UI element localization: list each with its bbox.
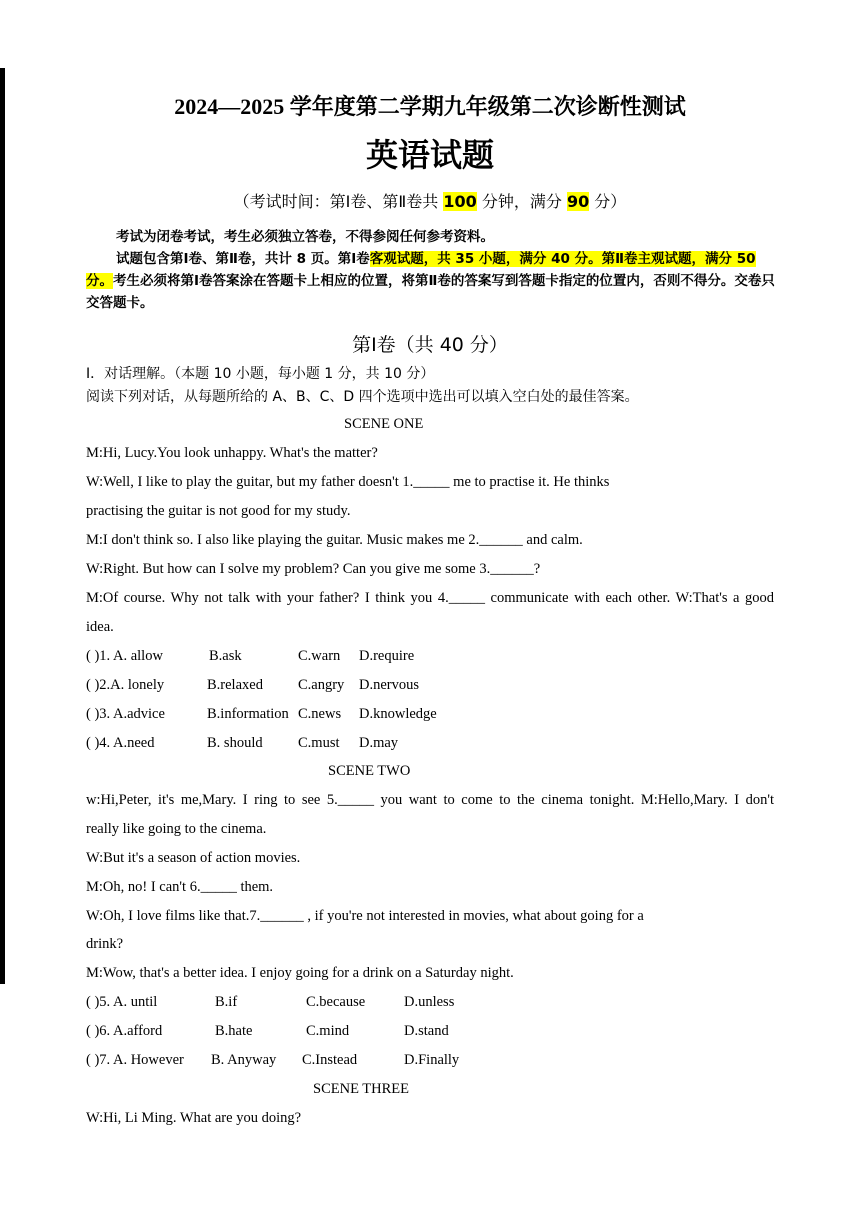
option-d: D.unless <box>404 994 455 1010</box>
dialogue-line: M:Of course. Why not talk with your father? I think you 4._____ communicate with each other. W:That's a good <box>86 590 774 606</box>
time-score: 90 <box>566 192 590 211</box>
dialogue-line: W:Well, I like to play the guitar, but my father doesn't 1._____ me to practise it. He thinks <box>86 474 610 490</box>
dialogue-line: practising the guitar is not good for my study. <box>86 503 351 519</box>
dialogue-line: W:But it's a season of action movies. <box>86 850 301 866</box>
scene-two-title: SCENE TWO <box>328 763 411 779</box>
option-c: C.angry <box>298 677 345 693</box>
option-c: C.news <box>298 706 342 722</box>
question-number: ( )7. A. However <box>86 1052 184 1068</box>
option-b: B.ask <box>209 648 242 664</box>
question-number: ( )5. A. until <box>86 994 158 1010</box>
time-middle: 分钟，满分 <box>476 192 567 211</box>
part1-heading: I．对话理解。（本题 10 小题，每小题 1 分，共 10 分） <box>86 366 435 382</box>
exam-time-note <box>0 189 860 212</box>
scene-three-title: SCENE THREE <box>313 1081 409 1097</box>
option-b: B.if <box>215 994 238 1010</box>
dialogue-line: M:Wow, that's a better idea. I enjoy going for a drink on a Saturday night. <box>86 965 514 981</box>
option-d: D.stand <box>404 1023 449 1039</box>
question-number: ( )2.A. lonely <box>86 677 165 693</box>
option-d: D.Finally <box>404 1052 460 1068</box>
time-minutes: 100 <box>443 192 477 211</box>
time-prefix: （考试时间：第Ⅰ卷、第Ⅱ卷共 <box>233 192 444 211</box>
part1-instruction: 阅读下列对话，从每题所给的 A、B、C、D 四个选项中选出可以填入空白处的最佳答案。 <box>86 389 639 405</box>
dialogue-line: W:Right. But how can I solve my problem? Can you give me some 3.______? <box>86 561 541 577</box>
dialogue-line: idea. <box>86 619 114 635</box>
question-number: ( )4. A.need <box>86 735 155 751</box>
notice-part-a: 试题包含第Ⅰ卷、第Ⅱ卷，共计 8 页。第Ⅰ卷 <box>116 251 370 267</box>
scene-one-title: SCENE ONE <box>344 416 424 432</box>
option-c: C.Instead <box>302 1052 358 1068</box>
option-b: B.relaxed <box>207 677 263 693</box>
option-d: D.may <box>359 735 399 751</box>
notice-part-b: 考生必须将第Ⅰ卷答案涂在答题卡上相应的位置，将第Ⅱ卷的答案写到答题卡指定的位置内，否则不得分。交卷只交答题卡。 <box>86 273 775 311</box>
option-d: D.knowledge <box>359 706 437 722</box>
option-b: B.hate <box>215 1023 253 1039</box>
exam-title: 2024—2025 学年度第二学期九年级第二次诊断性测试 <box>174 94 686 119</box>
section-title: 第Ⅰ卷（共 40 分） <box>352 334 508 356</box>
dialogue-line: M:Hi, Lucy.You look unhappy. What's the matter? <box>86 445 378 461</box>
subject-title: 英语试题 <box>365 136 494 174</box>
dialogue-line: M:I don't think so. I also like playing the guitar. Music makes me 2.______ and calm. <box>86 532 583 548</box>
option-c: C.because <box>306 994 366 1010</box>
dialogue-line: W:Hi, Li Ming. What are you doing? <box>86 1110 302 1126</box>
question-number: ( )1. A. allow <box>86 648 163 664</box>
dialogue-line: w:Hi,Peter, it's me,Mary. I ring to see 5._____ you want to come to the cinema tonight. M:Hello,Mary. I don't <box>86 792 774 808</box>
question-number: ( )6. A.afford <box>86 1023 163 1039</box>
dialogue-line: M:Oh, no! I can't 6._____ them. <box>86 879 274 895</box>
option-c: C.warn <box>298 648 341 664</box>
dialogue-line: W:Oh, I love films like that.7.______ , if you're not interested in movies, what about going for a <box>86 908 644 924</box>
option-b: B. Anyway <box>211 1052 277 1068</box>
time-suffix: 分） <box>589 192 627 211</box>
option-b: B. should <box>207 735 263 751</box>
option-b: B.information <box>207 706 289 722</box>
question-number: ( )3. A.advice <box>86 706 165 722</box>
option-d: D.require <box>359 648 415 664</box>
option-c: C.mind <box>306 1023 350 1039</box>
dialogue-line: drink? <box>86 936 124 952</box>
dialogue-line: really like going to the cinema. <box>86 821 267 837</box>
notice-line-1: 考试为闭卷考试，考生必须独立答卷，不得参阅任何参考资料。 <box>116 229 494 245</box>
notice-paragraph <box>86 248 776 314</box>
notice-highlight: 客观试题，共 35 小题，满分 40 分。第Ⅱ卷主观试题，满分 50 分。 <box>86 251 756 289</box>
option-d: D.nervous <box>359 677 420 693</box>
option-c: C.must <box>298 735 340 751</box>
